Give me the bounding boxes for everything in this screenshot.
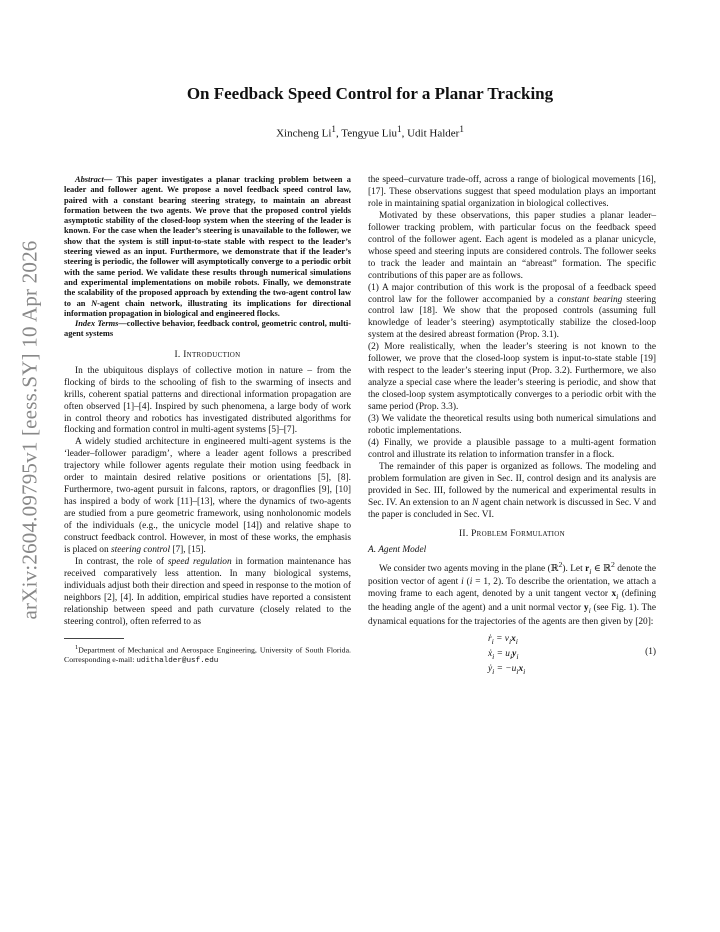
affiliation-footnote: $^1$Department of Mechanical and Aerospace Engineering, University of South Florida. Corresponding e-mail: udithalder@usf.edu bbox=[64, 638, 351, 667]
model-paragraph: We consider two agents moving in the plane (ℝ$^2$). Let $r_i$ ∈ ℝ$^2$ denote the position vector of agent i (i = 1, 2). To describe the orientation, we attach a moving frame to each agent, denoted by a unit tangent vector $x_i$ (defining the heading angle of the agent) and a unit normal vector $y_i$ (see Fig. 1). The dynamical equations for the trajectories of the agents are then given by [20]: bbox=[368, 559, 657, 628]
intro-paragraph-2: A widely studied architecture in engineered multi-agent systems is the ‘leader–follower paradigm’, where a leader agent follows a prescribed trajectory while follower agents regulate their motion using feedback in order to maintain desired relative positions or orientations [5], [8]. Furthermore, two-agent pursuit in falcons, raptors, or dragonflies [9], [10] has inspired a body of work [11]–[13], where the dynamics of two-agents are studied from a pure geometric framework, using nonholonomic models of the individuals (e.g., the unicycle model [14]) and relative shape to construct feedback control. However, in most of these works, the emphasis is placed on steering control [7], [15]. bbox=[64, 437, 351, 555]
right-paragraph-3: The remainder of this paper is organized as follows. The modeling and problem formulation are given in Sec. II, control design and its analysis are provided in Sec. III, followed by the numerical and experimental results in Sec. IV. An extension to an N agent chain network is discussed in Sec. V and the paper is concluded in Sec. VI. bbox=[368, 461, 656, 520]
subsection-agent-model: A. Agent Model bbox=[368, 544, 427, 555]
section-heading-introduction: I. Introduction bbox=[174, 349, 241, 360]
equation-line-1: ṙ$_i$ = $v_ix_i$ bbox=[488, 634, 518, 646]
contribution-2: (2) More realistically, when the leader’s steering is not known to the follower, we prove that the closed-loop system is input-to-state stable [19] with respect to the leader’s steering input (Prop. 3.2). Furthermore, we also analyze a special case where the leader’s steering is periodic, and show that the closed-loop system asymptotically converges to a periodic orbit with the same period (Prop. 3.3). bbox=[368, 342, 656, 413]
contribution-1: (1) A major contribution of this work is the proposal of a feedback speed control law for the follower accompanied by a constant bearing steering control law [18]. We show that the proposed controls (assuming full knowledge of leader’s steering) asymptotically stabilize the closed-loop system at the desired abreast formation (Prop. 3.1). bbox=[368, 282, 656, 341]
contribution-4: (4) Finally, we provide a plausible passage to a multi-agent formation control and illustrate its relation to information transfer in a flock. bbox=[368, 437, 656, 460]
intro-paragraph-3: In contrast, the role of speed regulation in formation maintenance has received comparatively less attention. In many biological systems, individuals adjust both their direction and speed in response to the motion of neighbors [2], [4]. In addition, empirical studies have reported a consistent relationship between speed and path curvature (closely related to the steering control), often referred to as bbox=[64, 556, 352, 627]
intro-paragraph-1: In the ubiquitous displays of collective motion in nature – from the flocking of birds to the schooling of fish to the swarming of insects and krills, coherent spatial patterns and directional information propagation are often observed [1]–[4]. Inspired by such phenomena, a large body of work in control theory and robotics has investigated distributed algorithms for flocking and formation control in multi-agent systems [5]–[7]. bbox=[64, 365, 351, 436]
equation-line-3: ẏ$_i$ = $-u_ix_i$ bbox=[488, 663, 526, 676]
arxiv-identifier: arXiv:2604.09795v1 [eess.SY] 10 Apr 2026 bbox=[17, 240, 42, 620]
left-column bbox=[64, 175, 351, 666]
equation-line-2: ẋ$_i$ = $u_iy_i$ bbox=[488, 648, 519, 661]
right-column bbox=[368, 175, 656, 678]
paper-authors: Xincheng Li$^1$, Tengyue Liu$^1$, Udit Halder$^1$ bbox=[276, 124, 464, 140]
right-paragraph-1: the speed–curvature trade-off, across a range of biological movements [16], [17]. These observations suggest that speed modulation plays an important role in maintaining spatial organization in biological collectives. bbox=[368, 175, 656, 209]
index-terms: Index Terms—collective behavior, feedback control, geometric control, multi-agent systems bbox=[64, 319, 351, 339]
equation-1 bbox=[488, 633, 656, 678]
arxiv-sidebar bbox=[10, 170, 50, 690]
right-paragraph-2: Motivated by these observations, this paper studies a planar leader–follower tracking problem, with particular focus on the feedback speed control of the follower agent. Each agent is modeled as a planar unicycle, whose speed and steering inputs are considered controls. The follower seeks to track the leader and maintain an “abreast” formation. The specific contributions of this paper are as follows. bbox=[368, 210, 656, 281]
paper-title: On Feedback Speed Control for a Planar Tracking bbox=[186, 84, 554, 103]
contribution-3: (3) We validate the theoretical results using both numerical simulations and robotic implementations. bbox=[368, 414, 656, 437]
abstract: Abstract— This paper investigates a planar tracking problem between a leader and follower agent. We propose a novel feedback speed control law, paired with a constant bearing steering strategy, to maintain an abreast formation between the two agents. We prove that the proposed control yields asymptotic stability of the closed-loop system when the steering of the leader is known. For the case when the leader’s steering is unavailable to the follower, we show that the system is still input-to-state stable with respect to the leader’s steering viewed as an input. Furthermore, we demonstrate that if the leader’s steering is periodic, the follower will asymptotically converge to a periodic orbit with the same period. We validate these results through numerical simulations and experimental implementations on mobile robots. Finally, we demonstrate the scalability of the proposed approach by extending the two-agent control law to an N-agent chain network, illustrating its implications for directional information propagation in biological and engineered flocks. bbox=[64, 175, 351, 318]
equation-number: (1) bbox=[645, 647, 656, 657]
section-heading-problem-formulation: II. Problem Formulation bbox=[458, 528, 566, 539]
